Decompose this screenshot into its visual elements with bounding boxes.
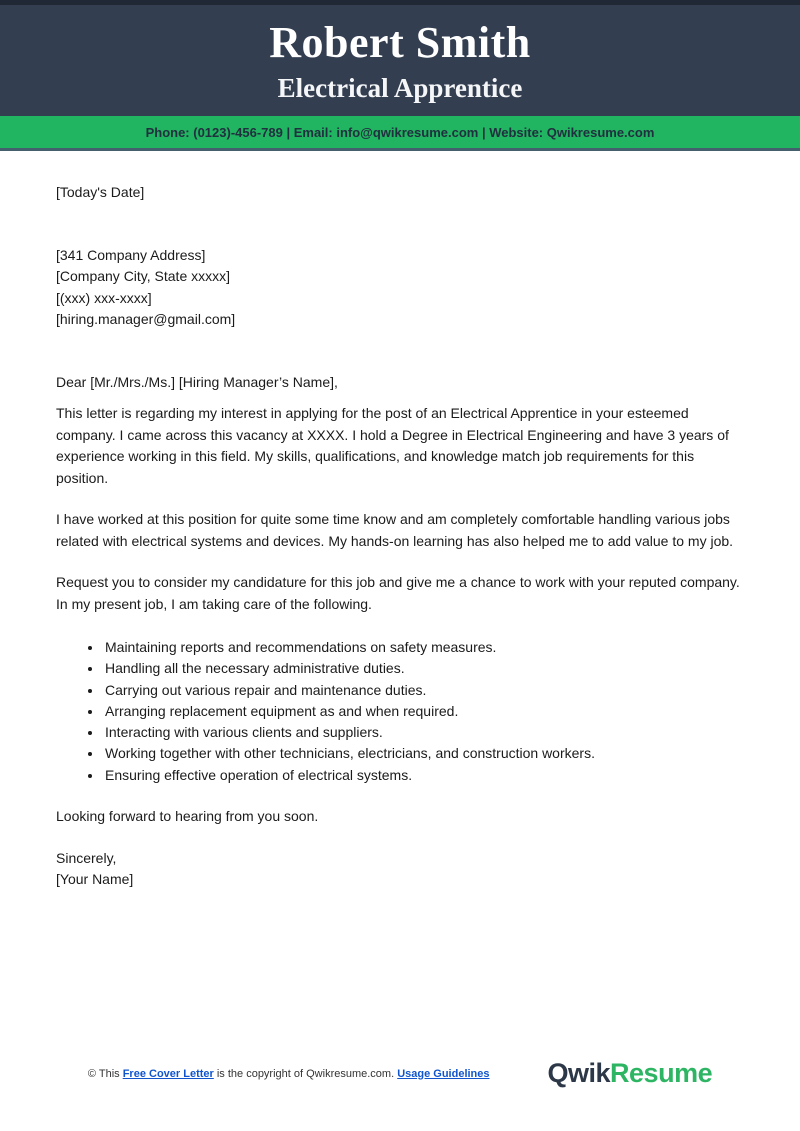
candidate-job-title: Electrical Apprentice <box>277 73 523 103</box>
list-item: • Carrying out various repair and maintenance duties. <box>103 680 746 701</box>
contact-line: Phone: (0123)-456-789 | Email: info@qwikresume.com | Website: Qwikresume.com <box>145 125 655 140</box>
letter-paragraph: This letter is regarding my interest in applying for the post of an Electrical Apprentice in your esteemed company. I came across this vacancy at XXXX. I hold a Degree in Electrical Engineering and have 3 years of experience working in this field. My skills, qualifications, and knowledge match job requirements for this position. <box>56 405 729 486</box>
candidate-name: Robert Smith <box>269 18 531 67</box>
logo-text-resume: Resume <box>610 1058 713 1088</box>
contact-bar <box>0 116 800 151</box>
recipient-address-line: [341 Company Address] <box>56 246 206 263</box>
free-cover-letter-link[interactable]: Free Cover Letter <box>122 1067 214 1080</box>
date-placeholder: [Today's Date] <box>56 184 145 200</box>
list-item: • Handling all the necessary administrative duties. <box>103 658 746 679</box>
salutation: Dear [Mr./Mrs./Ms.] [Hiring Manager’s Name], <box>56 373 338 390</box>
usage-guidelines-link[interactable]: Usage Guidelines <box>397 1067 490 1080</box>
recipient-address-line: [hiring.manager@gmail.com] <box>56 311 236 327</box>
list-item: • Ensuring effective operation of electrical systems. <box>103 765 746 786</box>
recipient-address-block <box>56 245 746 331</box>
recipient-address-line: [Company City, State xxxxx] <box>56 268 231 284</box>
signoff: Sincerely, <box>56 849 117 866</box>
list-item: • Working together with other technicians, electricians, and construction workers. <box>103 743 746 764</box>
duties-list <box>56 637 746 786</box>
signoff-block <box>56 848 746 891</box>
letter-paragraph: I have worked at this position for quite some time know and am completely comfortable handling various jobs related with electrical systems and devices. My hands-on learning has also helped me to add value to my job. <box>56 511 734 549</box>
recipient-address-line: [(xxx) xxx-xxxx] <box>56 289 152 306</box>
letter-body <box>0 182 800 891</box>
list-item: • Interacting with various clients and suppliers. <box>103 722 746 743</box>
copyright-line <box>88 1068 490 1080</box>
copyright-middle: is the copyright of Qwikresume.com. <box>213 1067 398 1080</box>
list-item: • Arranging replacement equipment as and when required. <box>103 701 746 722</box>
copyright-prefix: © This <box>87 1067 123 1080</box>
qwikresume-logo <box>548 1058 713 1089</box>
signature-placeholder: [Your Name] <box>56 871 134 888</box>
closing-line: Looking forward to hearing from you soon. <box>56 808 319 825</box>
logo-text-qwik: Qwik <box>547 1058 611 1088</box>
letter-header <box>0 5 800 116</box>
list-item: • Maintaining reports and recommendations on safety measures. <box>103 637 746 658</box>
letter-paragraph: Request you to consider my candidature for this job and give me a chance to work with your reputed company. In my present job, I am taking care of the following. <box>56 574 740 612</box>
page-footer <box>0 1058 800 1089</box>
